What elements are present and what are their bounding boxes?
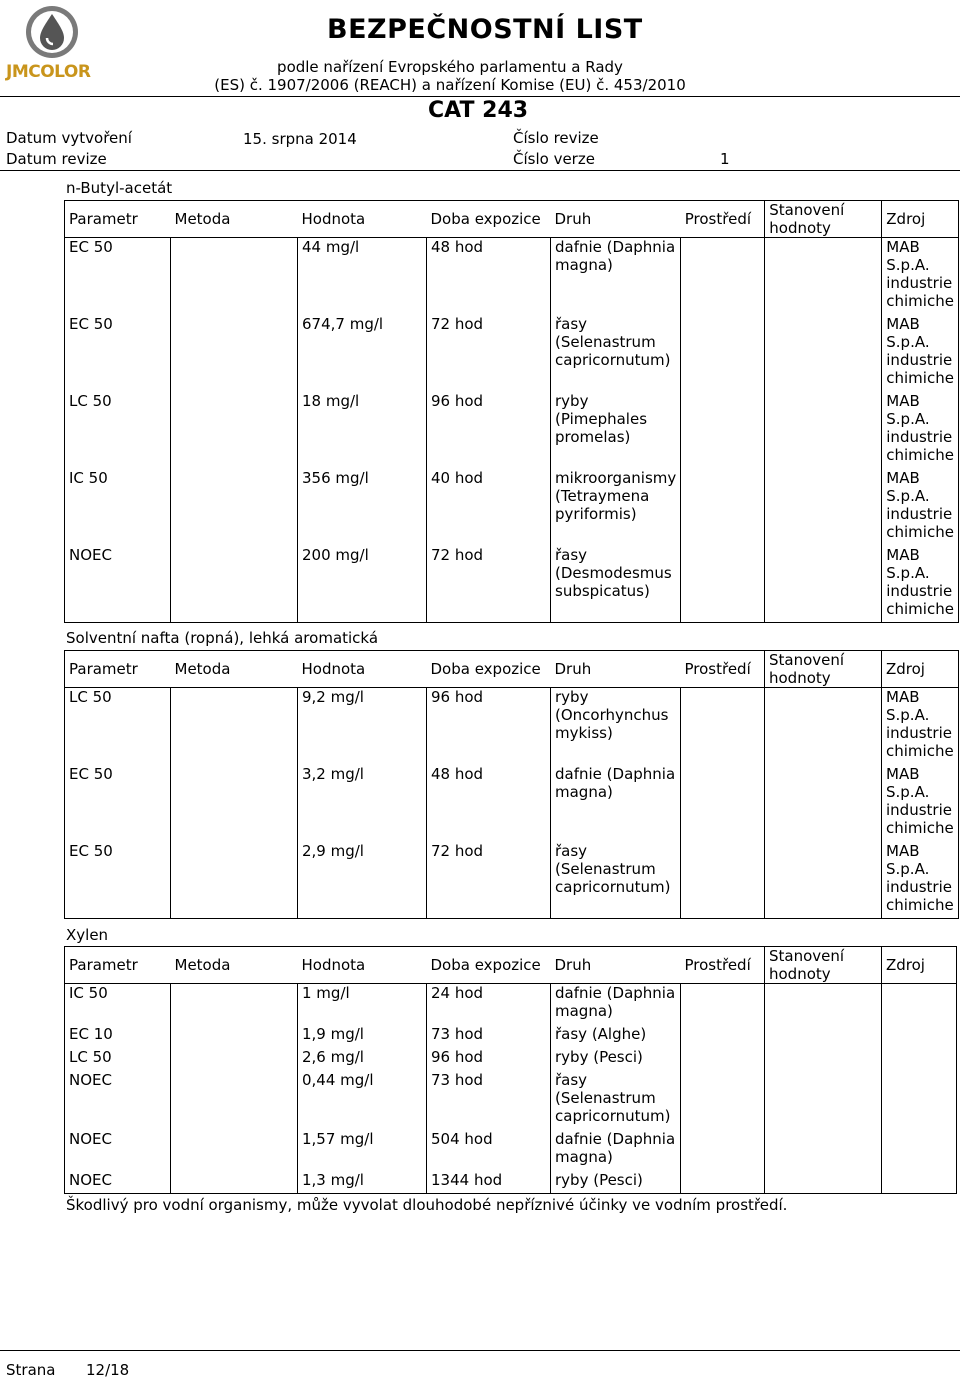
cell-env bbox=[681, 765, 765, 842]
cell-method bbox=[171, 1025, 298, 1048]
column-header: Metoda bbox=[171, 201, 298, 238]
cell-source: MAB S.p.A. industrie chimiche bbox=[882, 238, 959, 315]
cell-param: EC 50 bbox=[65, 238, 171, 315]
cell-source bbox=[882, 1071, 957, 1130]
cell-env bbox=[681, 1171, 765, 1194]
cell-param: NOEC bbox=[65, 1171, 171, 1194]
cell-env bbox=[681, 1071, 765, 1130]
cell-exposure: 48 hod bbox=[427, 238, 551, 315]
hazard-note: Škodlivý pro vodní organismy, může vyvolat dlouhodobé nepříznivé účinky ve vodním prostředí. bbox=[66, 1196, 788, 1214]
cell-value: 1,9 mg/l bbox=[298, 1025, 427, 1048]
regulation-line-1: podle nařízení Evropského parlamentu a Rady bbox=[277, 58, 623, 76]
table-header-row bbox=[65, 947, 957, 984]
cell-species: dafnie (Daphnia magna) bbox=[551, 1130, 681, 1171]
cell-exposure: 24 hod bbox=[427, 984, 551, 1025]
cell-det bbox=[765, 392, 882, 469]
cell-exposure: 73 hod bbox=[427, 1025, 551, 1048]
cell-param: LC 50 bbox=[65, 688, 171, 765]
ecotoxicity-table bbox=[64, 946, 957, 1194]
cell-exposure: 73 hod bbox=[427, 1071, 551, 1130]
cell-param: EC 50 bbox=[65, 315, 171, 392]
cell-value: 200 mg/l bbox=[298, 546, 427, 623]
column-header: Stanovení hodnoty bbox=[765, 947, 882, 984]
cell-param: EC 50 bbox=[65, 842, 171, 919]
column-header: Parametr bbox=[65, 651, 171, 688]
cell-env bbox=[681, 1025, 765, 1048]
cell-method bbox=[171, 469, 298, 546]
cell-exposure: 96 hod bbox=[427, 1048, 551, 1071]
cell-env bbox=[681, 469, 765, 546]
cell-det bbox=[765, 688, 882, 765]
cell-species: ryby (Pimephales promelas) bbox=[551, 392, 681, 469]
cell-env bbox=[681, 238, 765, 315]
footer-divider bbox=[0, 1350, 960, 1351]
cell-det bbox=[765, 984, 882, 1025]
cell-det bbox=[765, 1130, 882, 1171]
table-row bbox=[65, 469, 959, 546]
cell-source: MAB S.p.A. industrie chimiche bbox=[882, 688, 959, 765]
cell-det bbox=[765, 765, 882, 842]
cell-species: ryby (Pesci) bbox=[551, 1171, 681, 1194]
column-header: Druh bbox=[551, 201, 681, 238]
cell-value: 1,57 mg/l bbox=[298, 1130, 427, 1171]
cell-exposure: 1344 hod bbox=[427, 1171, 551, 1194]
ecotoxicity-table bbox=[64, 650, 959, 919]
page-label: Strana bbox=[6, 1361, 56, 1379]
column-header: Hodnota bbox=[298, 947, 427, 984]
section-title: Xylen bbox=[66, 926, 109, 944]
cell-value: 2,6 mg/l bbox=[298, 1048, 427, 1071]
created-label: Datum vytvoření bbox=[6, 129, 132, 147]
cell-exposure: 96 hod bbox=[427, 392, 551, 469]
cell-value: 356 mg/l bbox=[298, 469, 427, 546]
cell-det bbox=[765, 315, 882, 392]
cell-exposure: 48 hod bbox=[427, 765, 551, 842]
table-row bbox=[65, 1071, 957, 1130]
column-header: Prostředí bbox=[681, 651, 765, 688]
cell-source: MAB S.p.A. industrie chimiche bbox=[882, 315, 959, 392]
cell-param: IC 50 bbox=[65, 984, 171, 1025]
cell-source bbox=[882, 1048, 957, 1071]
table-row bbox=[65, 842, 959, 919]
column-header: Parametr bbox=[65, 201, 171, 238]
logo-drop-icon bbox=[6, 4, 98, 60]
cell-species: řasy (Desmodesmus subspicatus) bbox=[551, 546, 681, 623]
column-header: Prostředí bbox=[681, 201, 765, 238]
cell-species: dafnie (Daphnia magna) bbox=[551, 765, 681, 842]
cell-value: 9,2 mg/l bbox=[298, 688, 427, 765]
table-header-row bbox=[65, 201, 959, 238]
product-name: CAT 243 bbox=[428, 98, 529, 123]
column-header: Druh bbox=[551, 651, 681, 688]
cell-source: MAB S.p.A. industrie chimiche bbox=[882, 469, 959, 546]
cell-species: řasy (Selenastrum capricornutum) bbox=[551, 1071, 681, 1130]
column-header: Prostředí bbox=[681, 947, 765, 984]
cell-param: EC 10 bbox=[65, 1025, 171, 1048]
cell-exposure: 40 hod bbox=[427, 469, 551, 546]
revision-number-label: Číslo revize bbox=[513, 129, 599, 147]
table-row bbox=[65, 1025, 957, 1048]
table-row bbox=[65, 1130, 957, 1171]
cell-source: MAB S.p.A. industrie chimiche bbox=[882, 765, 959, 842]
cell-param: LC 50 bbox=[65, 1048, 171, 1071]
cell-param: LC 50 bbox=[65, 392, 171, 469]
page-number: 12/18 bbox=[86, 1361, 130, 1379]
revision-date-label: Datum revize bbox=[6, 150, 107, 168]
cell-method bbox=[171, 688, 298, 765]
cell-source bbox=[882, 984, 957, 1025]
header-divider bbox=[0, 96, 960, 97]
regulation-line-2: (ES) č. 1907/2006 (REACH) a nařízení Komise (EU) č. 453/2010 bbox=[214, 76, 686, 94]
table-row bbox=[65, 1048, 957, 1071]
cell-exposure: 72 hod bbox=[427, 315, 551, 392]
created-value: 15. srpna 2014 bbox=[243, 130, 357, 148]
cell-exposure: 504 hod bbox=[427, 1130, 551, 1171]
cell-det bbox=[765, 1071, 882, 1130]
cell-method bbox=[171, 1130, 298, 1171]
cell-species: řasy (Selenastrum capricornutum) bbox=[551, 842, 681, 919]
column-header: Doba expozice bbox=[427, 947, 551, 984]
column-header: Metoda bbox=[171, 651, 298, 688]
cell-value: 674,7 mg/l bbox=[298, 315, 427, 392]
cell-method bbox=[171, 1048, 298, 1071]
version-value: 1 bbox=[720, 150, 730, 168]
cell-method bbox=[171, 1071, 298, 1130]
column-header: Stanovení hodnoty bbox=[765, 201, 882, 238]
cell-method bbox=[171, 842, 298, 919]
cell-species: ryby (Pesci) bbox=[551, 1048, 681, 1071]
cell-value: 44 mg/l bbox=[298, 238, 427, 315]
cell-source bbox=[882, 1025, 957, 1048]
logo-text: JMCOLOR bbox=[6, 62, 91, 82]
cell-env bbox=[681, 984, 765, 1025]
column-header: Hodnota bbox=[298, 651, 427, 688]
cell-source bbox=[882, 1130, 957, 1171]
cell-method bbox=[171, 765, 298, 842]
section-title: n-Butyl-acetát bbox=[66, 179, 173, 197]
cell-det bbox=[765, 842, 882, 919]
cell-species: řasy (Alghe) bbox=[551, 1025, 681, 1048]
column-header: Hodnota bbox=[298, 201, 427, 238]
cell-value: 2,9 mg/l bbox=[298, 842, 427, 919]
column-header: Stanovení hodnoty bbox=[765, 651, 882, 688]
cell-exposure: 72 hod bbox=[427, 546, 551, 623]
cell-det bbox=[765, 546, 882, 623]
cell-env bbox=[681, 315, 765, 392]
table-header-row bbox=[65, 651, 959, 688]
column-header: Doba expozice bbox=[427, 201, 551, 238]
cell-method bbox=[171, 1171, 298, 1194]
cell-method bbox=[171, 238, 298, 315]
table-row bbox=[65, 688, 959, 765]
cell-det bbox=[765, 1171, 882, 1194]
cell-source: MAB S.p.A. industrie chimiche bbox=[882, 842, 959, 919]
table-row bbox=[65, 392, 959, 469]
cell-value: 0,44 mg/l bbox=[298, 1071, 427, 1130]
cell-env bbox=[681, 1048, 765, 1071]
cell-source bbox=[882, 1171, 957, 1194]
cell-det bbox=[765, 1025, 882, 1048]
ecotoxicity-table bbox=[64, 200, 959, 623]
cell-exposure: 72 hod bbox=[427, 842, 551, 919]
cell-env bbox=[681, 688, 765, 765]
version-label: Číslo verze bbox=[513, 150, 595, 168]
table-row bbox=[65, 1171, 957, 1194]
table-row bbox=[65, 765, 959, 842]
table-row bbox=[65, 546, 959, 623]
cell-param: IC 50 bbox=[65, 469, 171, 546]
cell-param: NOEC bbox=[65, 546, 171, 623]
info-divider bbox=[0, 170, 960, 171]
cell-method bbox=[171, 392, 298, 469]
document-title: BEZPEČNOSTNÍ LIST bbox=[327, 14, 643, 45]
cell-value: 3,2 mg/l bbox=[298, 765, 427, 842]
column-header: Doba expozice bbox=[427, 651, 551, 688]
cell-param: NOEC bbox=[65, 1071, 171, 1130]
cell-det bbox=[765, 238, 882, 315]
cell-param: EC 50 bbox=[65, 765, 171, 842]
table-row bbox=[65, 984, 957, 1025]
cell-species: mikroorganismy (Tetraymena pyriformis) bbox=[551, 469, 681, 546]
column-header: Zdroj bbox=[882, 947, 957, 984]
cell-env bbox=[681, 1130, 765, 1171]
column-header: Metoda bbox=[171, 947, 298, 984]
cell-species: dafnie (Daphnia magna) bbox=[551, 984, 681, 1025]
cell-value: 1 mg/l bbox=[298, 984, 427, 1025]
cell-value: 18 mg/l bbox=[298, 392, 427, 469]
column-header: Zdroj bbox=[882, 651, 959, 688]
cell-method bbox=[171, 984, 298, 1025]
cell-det bbox=[765, 1048, 882, 1071]
column-header: Druh bbox=[551, 947, 681, 984]
column-header: Zdroj bbox=[882, 201, 959, 238]
cell-species: ryby (Oncorhynchus mykiss) bbox=[551, 688, 681, 765]
cell-value: 1,3 mg/l bbox=[298, 1171, 427, 1194]
section-title: Solventní nafta (ropná), lehká aromatická bbox=[66, 629, 379, 647]
cell-method bbox=[171, 546, 298, 623]
cell-env bbox=[681, 546, 765, 623]
cell-method bbox=[171, 315, 298, 392]
cell-species: dafnie (Daphnia magna) bbox=[551, 238, 681, 315]
cell-species: řasy (Selenastrum capricornutum) bbox=[551, 315, 681, 392]
cell-exposure: 96 hod bbox=[427, 688, 551, 765]
cell-env bbox=[681, 392, 765, 469]
table-row bbox=[65, 238, 959, 315]
cell-source: MAB S.p.A. industrie chimiche bbox=[882, 392, 959, 469]
cell-det bbox=[765, 469, 882, 546]
cell-param: NOEC bbox=[65, 1130, 171, 1171]
cell-source: MAB S.p.A. industrie chimiche bbox=[882, 546, 959, 623]
column-header: Parametr bbox=[65, 947, 171, 984]
table-row bbox=[65, 315, 959, 392]
cell-env bbox=[681, 842, 765, 919]
company-logo bbox=[6, 4, 98, 88]
